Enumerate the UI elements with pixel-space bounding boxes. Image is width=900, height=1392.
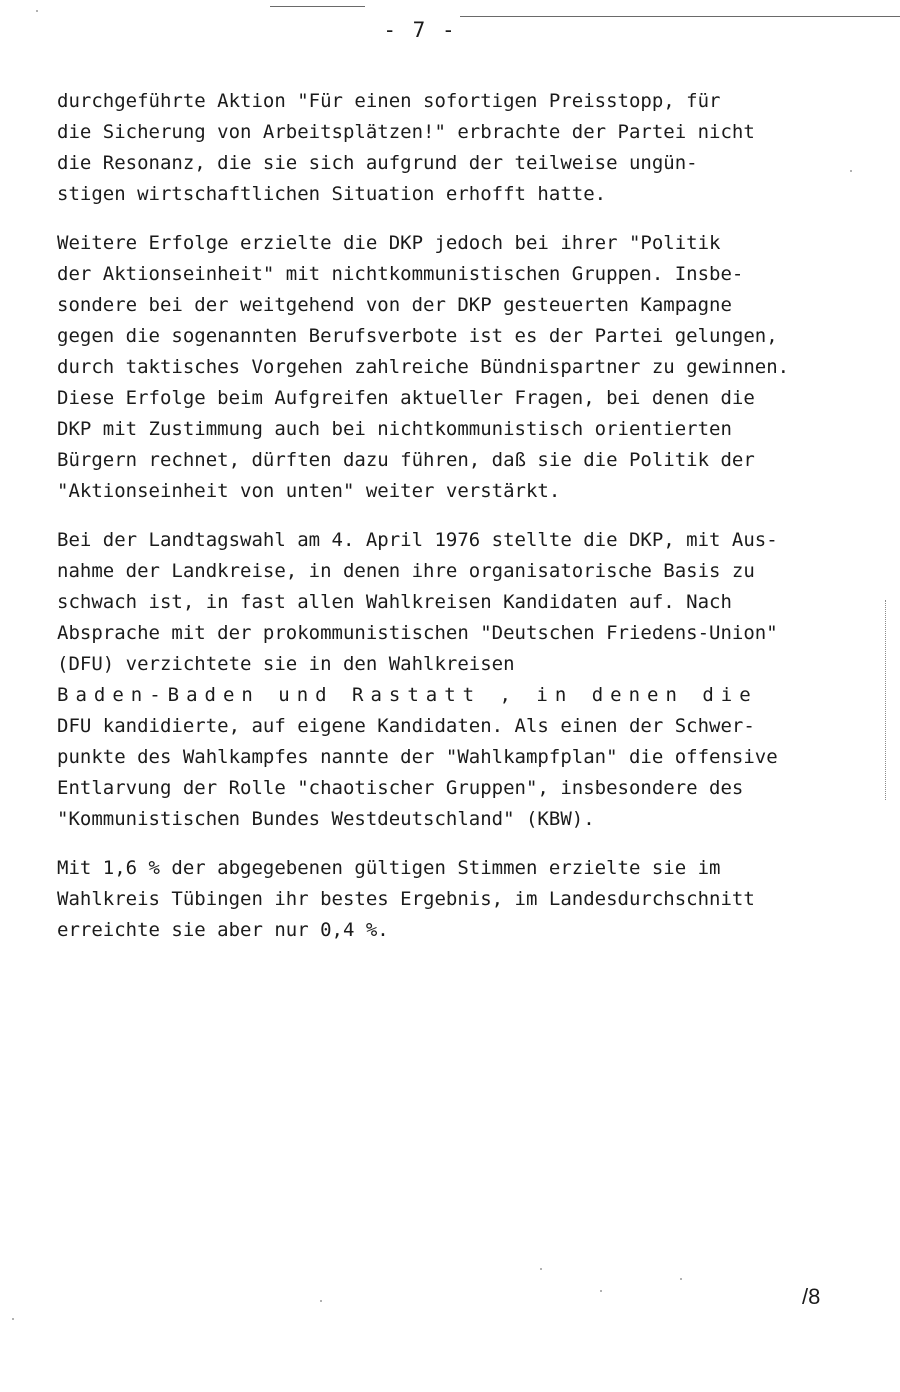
- text-line: die Sicherung von Arbeitsplätzen!" erbrachte der Partei nicht: [57, 121, 755, 143]
- text-line: Bürgern rechnet, dürften dazu führen, daß sie die Politik der: [57, 449, 755, 471]
- header-rule-right: [460, 16, 900, 17]
- text-line: punkte des Wahlkampfes nannte der "Wahlkampfplan" die offensive: [57, 746, 778, 768]
- text-line: Wahlkreis Tübingen ihr bestes Ergebnis, im Landesdurchschnitt: [57, 888, 755, 910]
- text-line: (DFU) verzichtete sie in den Wahlkreisen: [57, 653, 515, 675]
- scan-speck: [36, 10, 38, 12]
- text-line: die Resonanz, die sie sich aufgrund der teilweise ungün-: [57, 152, 698, 174]
- text-line: durch taktisches Vorgehen zahlreiche Bündnispartner zu gewinnen.: [57, 356, 790, 378]
- text-line: stigen wirtschaftlichen Situation erhofft hatte.: [57, 183, 607, 205]
- margin-mark: [885, 600, 886, 800]
- scan-speck: [320, 1300, 322, 1302]
- text-line: der Aktionseinheit" mit nichtkommunistischen Gruppen. Insbe-: [57, 263, 744, 285]
- scan-speck: [540, 1268, 542, 1270]
- scan-speck: [12, 1318, 14, 1320]
- scan-speck: [680, 1278, 682, 1280]
- text-line: gegen die sogenannten Berufsverbote ist es der Partei gelungen,: [57, 325, 778, 347]
- paragraph-aktionseinheit: [57, 228, 887, 507]
- text-line: durchgeführte Aktion "Für einen sofortigen Preisstopp, für: [57, 90, 721, 112]
- text-line: "Aktionseinheit von unten" weiter verstärkt.: [57, 480, 561, 502]
- text-line: sondere bei der weitgehend von der DKP gesteuerten Kampagne: [57, 294, 732, 316]
- text-line: DKP mit Zustimmung auch bei nichtkommunistisch orientierten: [57, 418, 732, 440]
- scan-speck: [600, 1290, 602, 1292]
- text-line: DFU kandidierte, auf eigene Kandidaten. Als einen der Schwer-: [57, 715, 755, 737]
- text-line: Bei der Landtagswahl am 4. April 1976 stellte die DKP, mit Aus-: [57, 529, 778, 551]
- text-line-spaced: Baden-Baden und Rastatt , in denen die: [57, 684, 758, 706]
- text-line: nahme der Landkreise, in denen ihre organisatorische Basis zu: [57, 560, 755, 582]
- paragraph-aktion: [57, 86, 887, 210]
- page-number: - 7 -: [383, 18, 457, 42]
- text-line: "Kommunistischen Bundes Westdeutschland" (KBW).: [57, 808, 595, 830]
- text-line: Weitere Erfolge erzielte die DKP jedoch bei ihrer "Politik: [57, 232, 721, 254]
- continuation-marker: /8: [802, 1284, 821, 1309]
- scan-speck: [850, 170, 852, 172]
- text-line: Diese Erfolge beim Aufgreifen aktueller Fragen, bei denen die: [57, 387, 755, 409]
- text-line: Absprache mit der prokommunistischen "Deutschen Friedens-Union": [57, 622, 778, 644]
- text-line: erreichte sie aber nur 0,4 %.: [57, 919, 389, 941]
- paragraph-landtagswahl: [57, 525, 887, 835]
- paragraph-ergebnis: [57, 853, 887, 946]
- document-body: [57, 86, 887, 964]
- header-rule-left: [270, 6, 365, 7]
- text-line: schwach ist, in fast allen Wahlkreisen Kandidaten auf. Nach: [57, 591, 732, 613]
- text-line: Mit 1,6 % der abgegebenen gültigen Stimmen erzielte sie im: [57, 857, 721, 879]
- text-line: Entlarvung der Rolle "chaotischer Gruppen", insbesondere des: [57, 777, 744, 799]
